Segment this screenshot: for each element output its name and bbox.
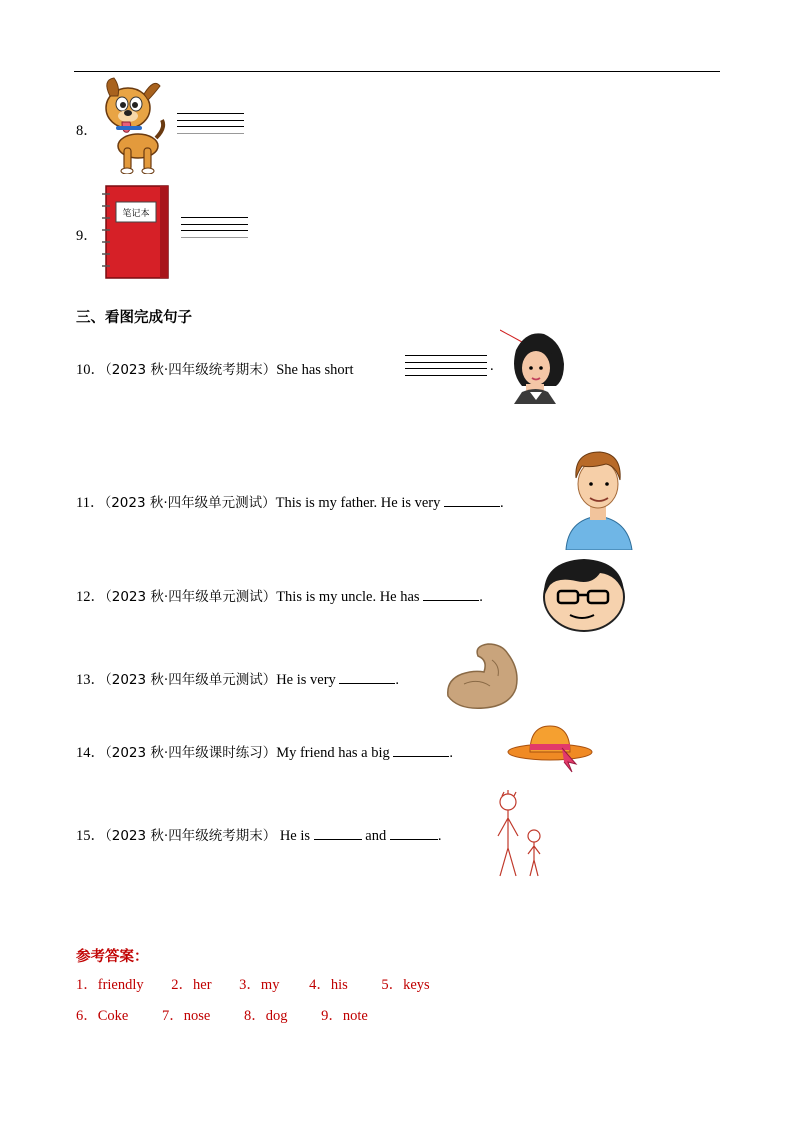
orange-hat-icon	[506, 722, 594, 774]
answer-blank[interactable]	[444, 494, 500, 507]
item-number: 8．	[76, 123, 98, 139]
muscle-arm-icon	[444, 640, 520, 712]
svg-text:笔记本: 笔记本	[122, 209, 150, 219]
question-13: 13．（2023 秋·四年级单元测试）He is very .	[76, 672, 400, 688]
answer-blank[interactable]	[423, 588, 479, 601]
answer-lines[interactable]	[177, 113, 244, 139]
answer-blank[interactable]	[393, 744, 449, 757]
question-10: 10．（2023 秋·四年级统考期末）She has short	[76, 362, 354, 378]
dog-icon	[100, 76, 172, 174]
header-rule	[74, 71, 720, 72]
question-12: 12．（2023 秋·四年级单元测试）This is my uncle. He has .	[76, 589, 483, 605]
answer-blank[interactable]	[339, 671, 395, 684]
period: .	[490, 358, 494, 374]
question-15: 15．（2023 秋·四年级统考期末） He is and .	[76, 828, 442, 844]
question-11: 11．（2023 秋·四年级单元测试）This is my father. He is very .	[76, 495, 504, 511]
father-face-icon	[562, 448, 634, 550]
girl-short-hair-icon	[500, 328, 568, 404]
uncle-glasses-icon	[540, 555, 628, 633]
answers-row-1: 1．friendly 2．her 3．my 4．his 5．keys	[76, 977, 430, 993]
section-title: 三、看图完成句子	[76, 310, 192, 326]
item-number: 9．	[76, 228, 98, 244]
answer-blank[interactable]	[390, 827, 438, 840]
answer-lines[interactable]	[405, 355, 487, 381]
tall-short-people-icon	[488, 790, 548, 880]
answers-title: 参考答案：	[76, 949, 149, 965]
answers-row-2: 6．Coke 7．nose 8．dog 9．note	[76, 1008, 368, 1024]
answer-blank[interactable]	[314, 827, 362, 840]
answer-lines[interactable]	[181, 217, 248, 243]
notebook-icon	[100, 184, 172, 280]
question-14: 14．（2023 秋·四年级课时练习）My friend has a big .	[76, 745, 454, 761]
